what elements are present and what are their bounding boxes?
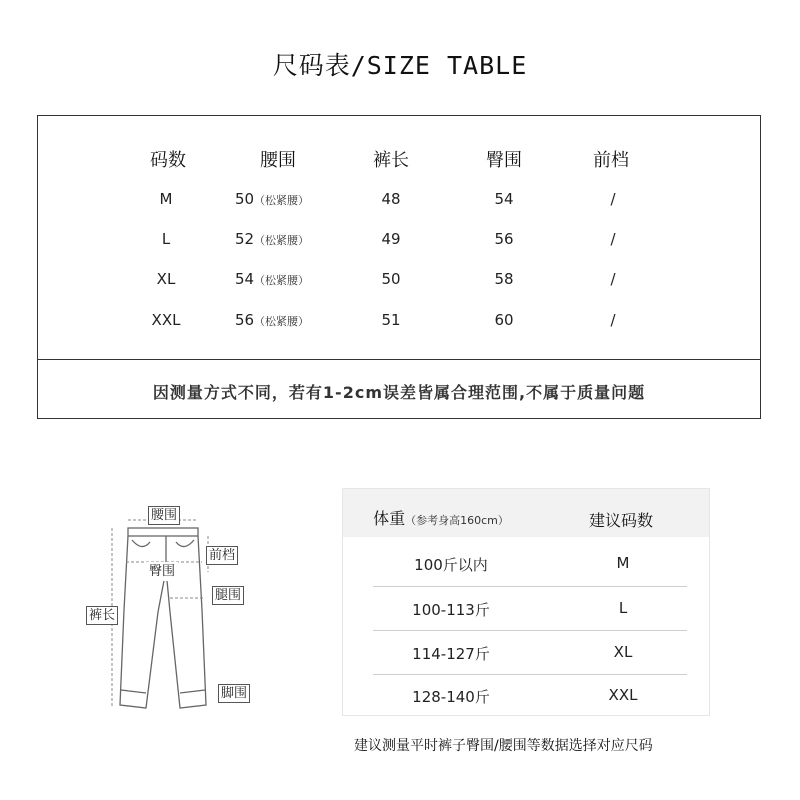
recommended-size: XXL xyxy=(608,686,638,704)
row-length: 50 xyxy=(381,270,401,288)
weight-range: 100斤以内 xyxy=(414,556,488,574)
row-rise: / xyxy=(610,230,616,248)
weight-range: 128-140斤 xyxy=(412,688,490,706)
diagram-label-thigh: 腿围 xyxy=(212,586,244,605)
header-hip: 臀围 xyxy=(486,150,522,171)
row-hip: 54 xyxy=(494,190,514,208)
diagram-label-rise: 前档 xyxy=(206,546,238,565)
row-hip: 60 xyxy=(494,311,514,329)
row-size: XXL xyxy=(151,311,181,329)
row-hip: 56 xyxy=(494,230,514,248)
diagram-label-hem: 脚围 xyxy=(218,684,250,703)
weight-range: 114-127斤 xyxy=(412,645,490,663)
row-size: M xyxy=(159,190,173,208)
header-length: 裤长 xyxy=(373,150,409,171)
header-rise: 前档 xyxy=(593,150,629,171)
row-length: 49 xyxy=(381,230,401,248)
header-weight: 体重（参考身高160cm） xyxy=(373,509,509,528)
row-divider xyxy=(373,630,687,631)
header-waist: 腰围 xyxy=(260,150,296,171)
row-rise: / xyxy=(610,311,616,329)
diagram-label-waist: 腰围 xyxy=(148,506,180,525)
diagram-label-hip: 臀围 xyxy=(146,562,178,581)
weight-table xyxy=(342,488,710,716)
header-size: 码数 xyxy=(150,150,186,171)
page-title: 尺码表/SIZE TABLE xyxy=(272,51,528,80)
pants-diagram xyxy=(76,500,276,720)
row-length: 48 xyxy=(381,190,401,208)
row-size: XL xyxy=(156,270,176,288)
row-waist: 50（松紧腰） xyxy=(234,190,310,208)
recommended-size: M xyxy=(616,554,630,572)
row-divider xyxy=(373,586,687,587)
row-size: L xyxy=(161,230,171,248)
row-rise: / xyxy=(610,190,616,208)
header-recommended-size: 建议码数 xyxy=(588,511,654,530)
row-length: 51 xyxy=(381,311,401,329)
row-waist: 54（松紧腰） xyxy=(234,270,310,288)
tolerance-note: 因测量方式不同，若有1-2cm误差皆属合理范围,不属于质量问题 xyxy=(152,383,646,402)
row-rise: / xyxy=(610,270,616,288)
size-advice-caption: 建议测量平时裤子臀围/腰围等数据选择对应尺码 xyxy=(354,738,653,754)
size-table xyxy=(37,115,761,419)
recommended-size: L xyxy=(618,599,628,617)
recommended-size: XL xyxy=(613,643,633,661)
row-divider xyxy=(373,674,687,675)
diagram-label-length: 裤长 xyxy=(86,606,118,625)
row-waist: 52（松紧腰） xyxy=(234,230,310,248)
row-waist: 56（松紧腰） xyxy=(234,311,310,329)
weight-range: 100-113斤 xyxy=(412,601,490,619)
table-divider xyxy=(38,359,760,360)
row-hip: 58 xyxy=(494,270,514,288)
